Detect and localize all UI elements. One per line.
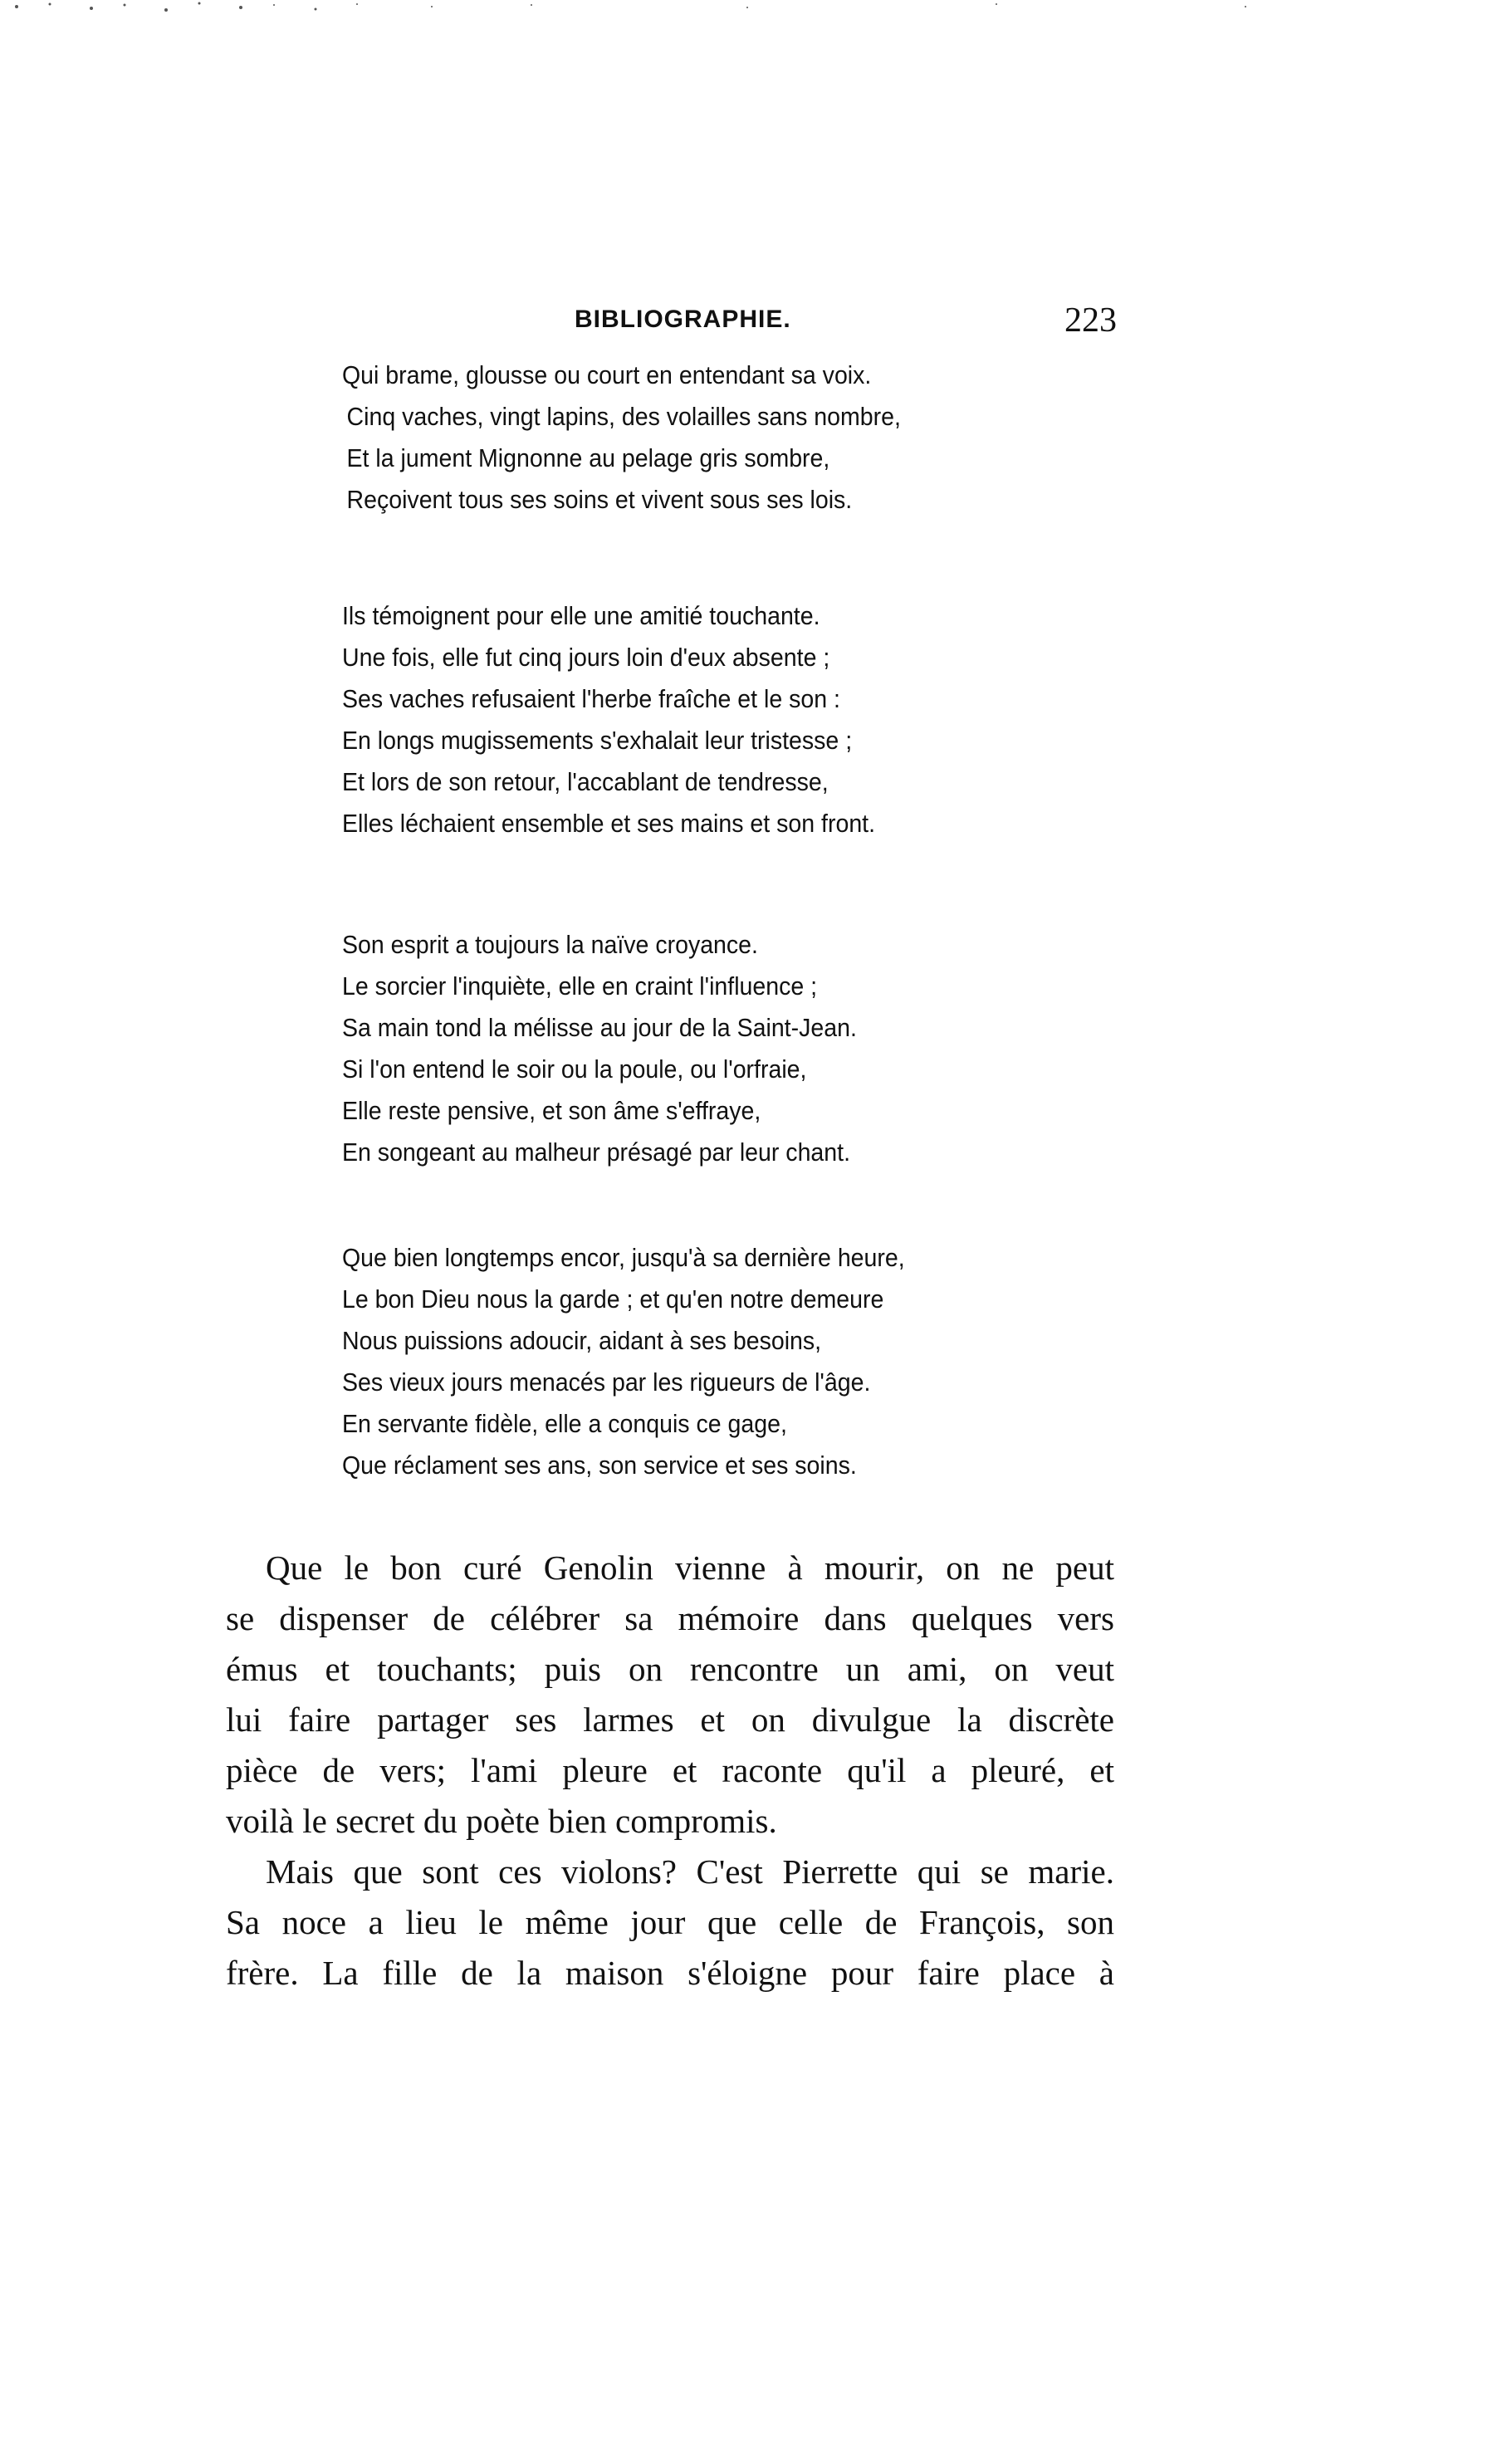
running-head: BIBLIOGRAPHIE. xyxy=(575,306,791,333)
verse-line: Qui brame, glousse ou court en entendant sa voix. xyxy=(342,360,872,389)
verse-line: Ils témoignent pour elle une amitié touchante. xyxy=(342,601,820,630)
verse-line: Ses vaches refusaient l'herbe fraîche et le son : xyxy=(342,684,840,713)
poem-stanza-1 xyxy=(342,355,1139,521)
page-number: 223 xyxy=(1064,301,1117,340)
prose-line: voilà le secret du poète bien compromis. xyxy=(226,1802,777,1840)
verse-line: Sa main tond la mélisse au jour de la Saint-Jean. xyxy=(342,1013,857,1042)
verse-line: Le sorcier l'inquiète, elle en craint l'influence ; xyxy=(342,971,818,1001)
verse-line: Le bon Dieu nous la garde ; et qu'en notre demeure xyxy=(342,1284,884,1314)
verse-line: Et lors de son retour, l'accablant de tendresse, xyxy=(342,767,829,796)
verse-line: Une fois, elle fut cinq jours loin d'eux absente ; xyxy=(342,643,830,672)
verse-line: Et la jument Mignonne au pelage gris sombre, xyxy=(346,443,830,472)
verse-line: Que réclament ses ans, son service et ses soins. xyxy=(342,1451,857,1480)
prose-line: Mais que sont ces violons? C'est Pierrette qui se marie. xyxy=(266,1852,1114,1891)
verse-line: Que bien longtemps encor, jusqu'à sa dernière heure, xyxy=(342,1243,905,1272)
verse-line: Si l'on entend le soir ou la poule, ou l'orfraie, xyxy=(342,1054,807,1084)
page-header xyxy=(0,301,1512,350)
poem-stanza-4 xyxy=(342,1237,1139,1486)
verse-line: En songeant au malheur présagé par leur chant. xyxy=(342,1138,851,1167)
verse-line: En longs mugissements s'exhalait leur tristesse ; xyxy=(342,726,853,755)
verse-line: Nous puissions adoucir, aidant à ses besoins, xyxy=(342,1326,822,1355)
verse-line: Reçoivent tous ses soins et vivent sous ses lois. xyxy=(346,485,853,514)
poem-stanza-2 xyxy=(342,595,1139,844)
prose-line: lui faire partager ses larmes et on divulgue la discrète xyxy=(226,1700,1114,1739)
prose-line: frère. La fille de la maison s'éloigne pour faire place à xyxy=(226,1954,1114,1992)
scan-specks xyxy=(0,0,1512,33)
prose-line: émus et touchants; puis on rencontre un ami, on veut xyxy=(226,1650,1114,1688)
prose-line: se dispenser de célébrer sa mémoire dans quelques vers xyxy=(226,1599,1114,1637)
verse-line: En servante fidèle, elle a conquis ce gage, xyxy=(342,1409,787,1438)
verse-line: Son esprit a toujours la naïve croyance. xyxy=(342,930,758,959)
verse-line: Elles léchaient ensemble et ses mains et son front. xyxy=(342,809,876,838)
verse-line: Cinq vaches, vingt lapins, des volailles sans nombre, xyxy=(346,402,901,431)
poem-stanza-3 xyxy=(342,924,1139,1173)
prose-line: Sa noce a lieu le même jour que celle de François, son xyxy=(226,1903,1114,1941)
verse-line: Elle reste pensive, et son âme s'effraye, xyxy=(342,1096,761,1125)
prose-line: Que le bon curé Genolin vienne à mourir, on ne peut xyxy=(266,1549,1114,1587)
prose-paragraphs xyxy=(226,1543,1114,1999)
verse-line: Ses vieux jours menacés par les rigueurs de l'âge. xyxy=(342,1367,871,1397)
prose-line: pièce de vers; l'ami pleure et raconte qu'il a pleuré, et xyxy=(226,1751,1114,1789)
